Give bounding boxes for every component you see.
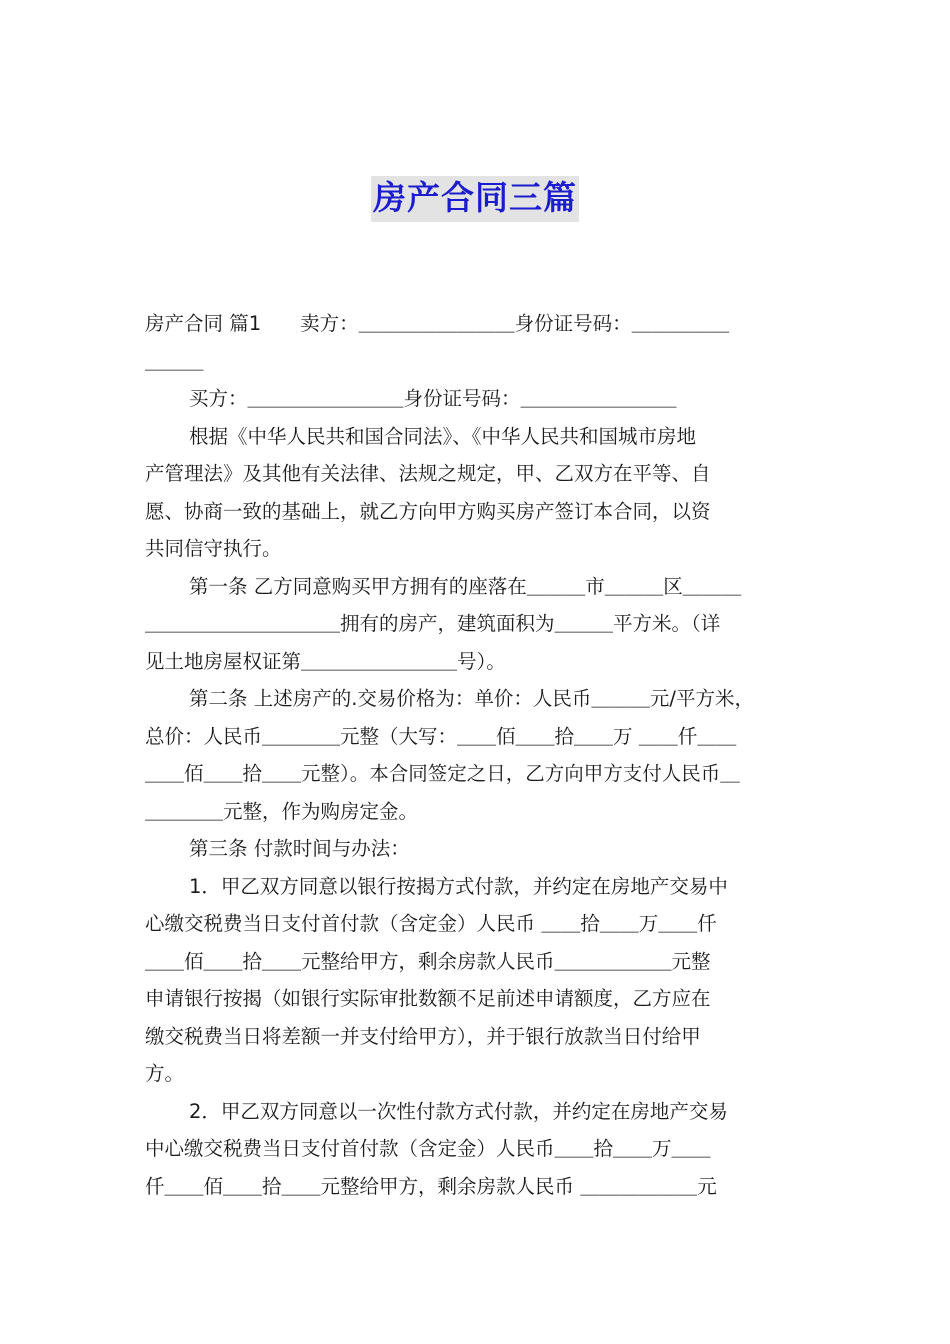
paragraph-line: 第三条 付款时间与办法： [189,837,410,860]
paragraph-line: 方。 [145,1062,185,1085]
paragraph-line: 见土地房屋权证第＿＿＿＿＿＿＿＿号）。 [145,649,506,673]
paragraph-line: 心缴交税费当日支付首付款（含定金）人民币 ＿＿拾＿＿万＿＿仟 [145,912,717,935]
paragraph-line: 产管理法》及其他有关法律、法规之规定，甲、乙双方在平等、自 [145,462,711,485]
document-body [145,305,807,1205]
paragraph-line: 愿、协商一致的基础上，就乙方向甲方购买房产签订本合同，以资 [145,499,711,523]
paragraph-line: 第二条 上述房产的.交易价格为：单价：人民币＿＿＿元/平方米， [189,687,754,710]
paragraph-line: 总价：人民币＿＿＿＿元整（大写：＿＿佰＿＿拾＿＿万 ＿＿仟＿＿ [145,724,737,748]
document-title: 房产合同三篇 [371,176,579,222]
paragraph-line: 共同信守执行。 [145,537,282,560]
paragraph-line: 申请银行按揭（如银行实际审批数额不足前述申请额度，乙方应在 [145,987,711,1010]
paragraph-line: 2．甲乙双方同意以一次性付款方式付款，并约定在房地产交易 [189,1099,728,1123]
paragraph-line: ＿＿佰＿＿拾＿＿元整给甲方，剩余房款人民币＿＿＿＿＿＿元整 [145,949,711,973]
title-container [0,176,950,222]
paragraph-line: ＿＿＿＿元整，作为购房定金。 [145,799,419,823]
paragraph-line: ＿＿佰＿＿拾＿＿元整）。本合同签定之日，乙方向甲方支付人民币＿ [145,762,740,785]
paragraph-line: 仟＿＿佰＿＿拾＿＿元整给甲方，剩余房款人民币 ＿＿＿＿＿＿元 [145,1174,717,1198]
paragraph-line: ＿＿＿ [145,349,204,373]
paragraph-line: 中心缴交税费当日支付首付款（含定金）人民币＿＿拾＿＿万＿＿ [145,1137,711,1160]
paragraph-line: ＿＿＿＿＿＿＿＿＿＿拥有的房产，建筑面积为＿＿＿平方米。（详 [145,612,721,635]
paragraph-line: 房产合同 篇1 卖方：＿＿＿＿＿＿＿＿身份证号码：＿＿＿＿＿ [145,312,730,335]
paragraph-line: 1．甲乙双方同意以银行按揭方式付款，并约定在房地产交易中 [189,874,728,898]
paragraph-line: 第一条 乙方同意购买甲方拥有的座落在＿＿＿市＿＿＿区＿＿＿ [189,574,742,598]
paragraph-line: 买方：＿＿＿＿＿＿＿＿身份证号码：＿＿＿＿＿＿＿＿ [189,387,677,410]
paragraph-line: 缴交税费当日将差额一并支付给甲方），并于银行放款当日付给甲 [145,1024,701,1048]
paragraph-line: 根据《中华人民共和国合同法》、《中华人民共和国城市房地 [189,424,697,448]
